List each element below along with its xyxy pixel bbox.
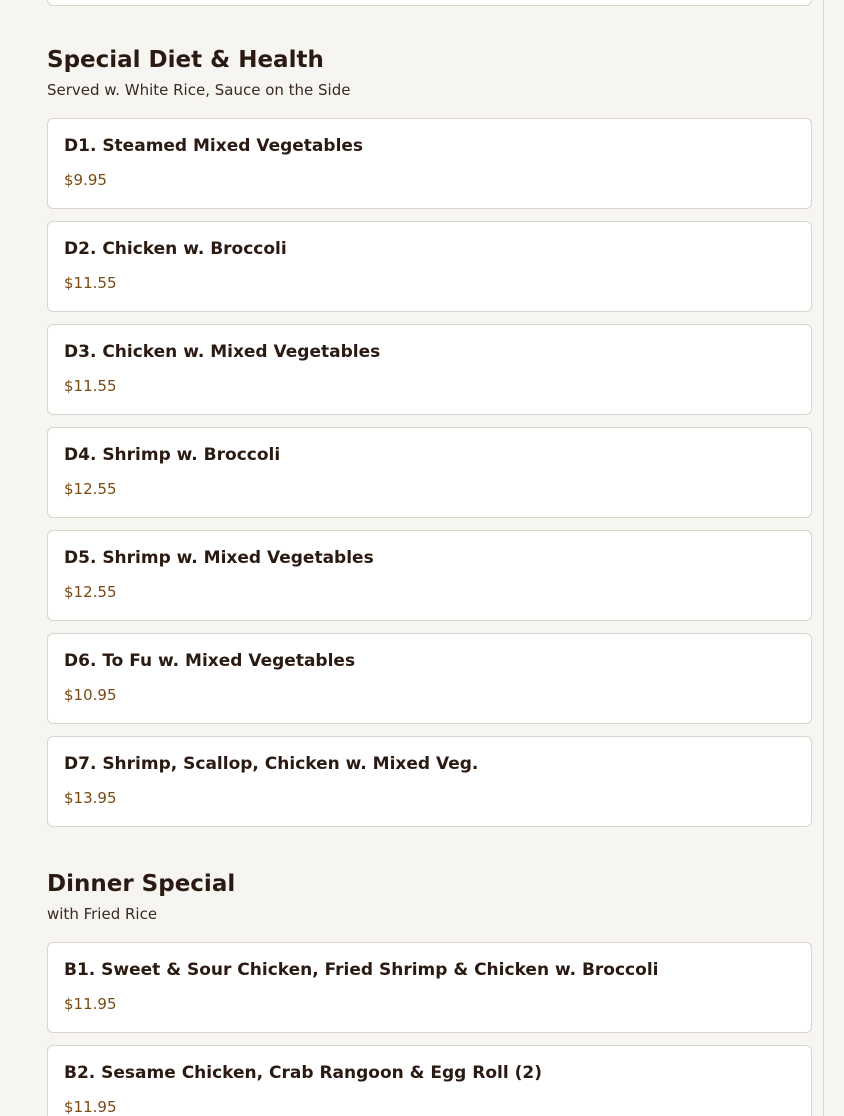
menu-item-name: D6. To Fu w. Mixed Vegetables <box>64 651 356 671</box>
menu-item-card[interactable] <box>47 1045 812 1116</box>
menu-item-price: $13.95 <box>64 789 117 807</box>
menu-item-card[interactable] <box>47 736 812 827</box>
menu-item-name: D1. Steamed Mixed Vegetables <box>64 136 364 156</box>
menu-item-card[interactable] <box>47 427 812 518</box>
menu-item-price: $12.55 <box>64 583 117 601</box>
menu-item-name: D3. Chicken w. Mixed Vegetables <box>64 342 381 362</box>
menu-item-name: D2. Chicken w. Broccoli <box>64 239 287 259</box>
menu-item-name: D7. Shrimp, Scallop, Chicken w. Mixed Veg. <box>64 754 479 774</box>
menu-section-special-diet <box>47 46 812 839</box>
menu-item-card[interactable] <box>47 530 812 621</box>
menu-item-name: D5. Shrimp w. Mixed Vegetables <box>64 548 374 568</box>
menu-item-card[interactable] <box>47 633 812 724</box>
menu-item-card[interactable] <box>47 324 812 415</box>
menu-item-price: $10.95 <box>64 686 117 704</box>
section-subtitle: with Fried Rice <box>47 905 158 923</box>
menu-item-list <box>47 118 812 827</box>
menu-item-name: B2. Sesame Chicken, Crab Rangoon & Egg Roll (2) <box>64 1063 542 1083</box>
menu-item-list <box>47 942 812 1116</box>
section-title: Special Diet & Health <box>47 47 324 73</box>
menu-item-price: $11.55 <box>64 377 117 395</box>
menu-item-price: $11.55 <box>64 274 117 292</box>
menu-item-card-previous[interactable] <box>47 0 812 6</box>
section-title: Dinner Special <box>47 871 236 897</box>
section-subtitle: Served w. White Rice, Sauce on the Side <box>47 81 351 99</box>
menu-item-card[interactable] <box>47 118 812 209</box>
menu-item-price: $11.95 <box>64 1098 117 1116</box>
menu-item-price: $9.95 <box>64 171 107 189</box>
menu-section-dinner-special <box>47 870 812 1116</box>
menu-item-name: D4. Shrimp w. Broccoli <box>64 445 281 465</box>
menu-item-card[interactable] <box>47 221 812 312</box>
menu-item-price: $12.55 <box>64 480 117 498</box>
menu-item-name: B1. Sweet & Sour Chicken, Fried Shrimp & Chicken w. Broccoli <box>64 960 659 980</box>
menu-item-price: $11.95 <box>64 995 117 1013</box>
menu-item-card[interactable] <box>47 942 812 1033</box>
